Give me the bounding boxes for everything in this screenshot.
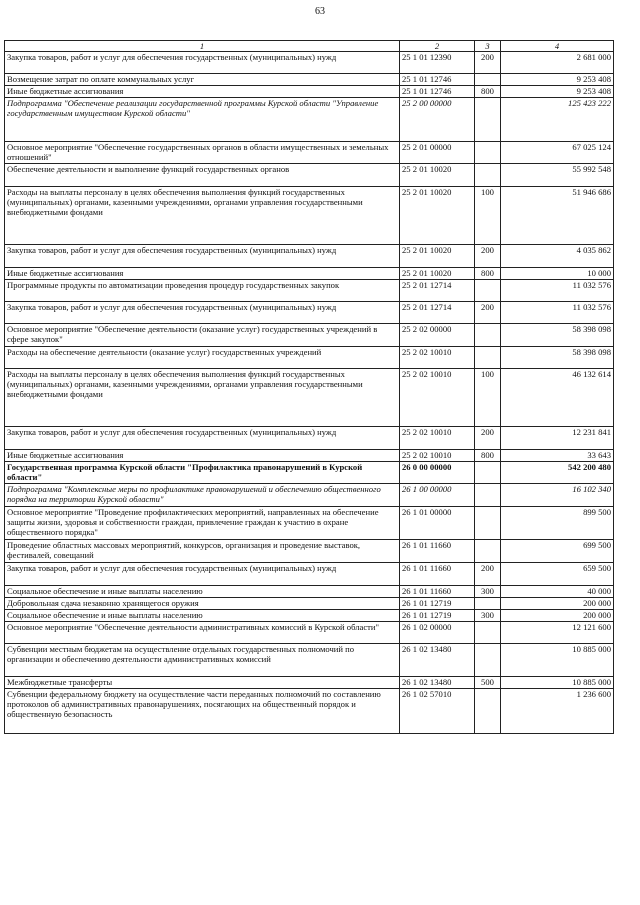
cell-sum: 40 000 (501, 586, 614, 598)
cell-vr (475, 347, 501, 369)
table-row (5, 610, 614, 622)
table-row (5, 507, 614, 540)
cell-name: Закупка товаров, работ и услуг для обеспечения государственных (муниципальных) нужд (5, 427, 400, 450)
cell-name: Расходы на обеспечение деятельности (оказание услуг) государственных учреждений (5, 347, 400, 369)
cell-vr: 800 (475, 86, 501, 98)
cell-name: Межбюджетные трансферты (5, 677, 400, 689)
cell-code: 25 2 01 10020 (400, 245, 475, 268)
cell-vr (475, 644, 501, 677)
header-col-code: 2 (400, 41, 475, 52)
table-row (5, 484, 614, 507)
table-row (5, 98, 614, 142)
cell-sum: 58 398 098 (501, 347, 614, 369)
cell-name: Основное мероприятие "Проведение профилактических мероприятий, направленных на обеспечение защиты жизни, здоровья и собственности граждан, привлечение граждан к участию в охране общественного порядка" (5, 507, 400, 540)
table-row (5, 540, 614, 563)
cell-code: 26 1 01 00000 (400, 507, 475, 540)
cell-name: Расходы на выплаты персоналу в целях обеспечения выполнения функций государственных (муниципальных) органами, казенными учреждениями, органами управления государственными внебюджетными фондами (5, 369, 400, 427)
cell-sum: 9 253 408 (501, 74, 614, 86)
table-row (5, 302, 614, 324)
page-number: 63 (315, 6, 325, 17)
cell-name: Закупка товаров, работ и услуг для обеспечения государственных (муниципальных) нужд (5, 302, 400, 324)
table-header-row (5, 41, 614, 52)
cell-code: 25 2 00 00000 (400, 98, 475, 142)
cell-name: Основное мероприятие "Обеспечение деятельности (оказание услуг) государственных учреждений в сфере закупок" (5, 324, 400, 347)
cell-sum: 1 236 600 (501, 689, 614, 734)
cell-vr: 300 (475, 586, 501, 598)
table-row (5, 245, 614, 268)
cell-vr: 100 (475, 369, 501, 427)
header-col-sum: 4 (501, 41, 614, 52)
cell-sum: 699 500 (501, 540, 614, 563)
cell-code: 26 1 01 11660 (400, 586, 475, 598)
table-row (5, 563, 614, 586)
cell-name: Подпрограмма "Обеспечение реализации государственной программы Курской области "Управление государственным имуществом Курской области" (5, 98, 400, 142)
cell-sum: 125 423 222 (501, 98, 614, 142)
cell-code: 25 1 01 12746 (400, 74, 475, 86)
cell-code: 26 1 02 00000 (400, 622, 475, 644)
cell-name: Социальное обеспечение и иные выплаты населению (5, 610, 400, 622)
table-row (5, 427, 614, 450)
table-row (5, 622, 614, 644)
cell-name: Социальное обеспечение и иные выплаты населению (5, 586, 400, 598)
cell-sum: 10 885 000 (501, 677, 614, 689)
table-row (5, 369, 614, 427)
cell-code: 26 1 01 12719 (400, 610, 475, 622)
cell-vr: 800 (475, 450, 501, 462)
cell-sum: 33 643 (501, 450, 614, 462)
cell-code: 26 1 02 13480 (400, 677, 475, 689)
cell-sum: 659 500 (501, 563, 614, 586)
header-col-name: 1 (5, 41, 400, 52)
cell-code: 25 2 02 10010 (400, 369, 475, 427)
cell-code: 25 2 01 12714 (400, 280, 475, 302)
cell-name: Закупка товаров, работ и услуг для обеспечения государственных (муниципальных) нужд (5, 52, 400, 74)
table-row (5, 52, 614, 74)
cell-sum: 10 000 (501, 268, 614, 280)
cell-code: 25 1 01 12746 (400, 86, 475, 98)
cell-sum: 58 398 098 (501, 324, 614, 347)
cell-sum: 10 885 000 (501, 644, 614, 677)
cell-code: 26 1 02 57010 (400, 689, 475, 734)
cell-vr (475, 689, 501, 734)
cell-vr: 100 (475, 187, 501, 245)
cell-code: 25 2 02 10010 (400, 427, 475, 450)
cell-name: Обеспечение деятельности и выполнение функций государственных органов (5, 164, 400, 187)
cell-name: Возмещение затрат по оплате коммунальных услуг (5, 74, 400, 86)
cell-vr (475, 280, 501, 302)
cell-code: 26 1 01 12719 (400, 598, 475, 610)
cell-name: Иные бюджетные ассигнования (5, 86, 400, 98)
cell-sum: 200 000 (501, 598, 614, 610)
cell-sum: 12 121 600 (501, 622, 614, 644)
cell-sum: 2 681 000 (501, 52, 614, 74)
cell-code: 25 2 01 10020 (400, 187, 475, 245)
cell-vr (475, 142, 501, 164)
table-row (5, 689, 614, 734)
table-row (5, 644, 614, 677)
cell-name: Подпрограмма "Комплексные меры по профилактике правонарушений и обеспечению общественного порядка на территории Курской области" (5, 484, 400, 507)
cell-vr: 200 (475, 302, 501, 324)
cell-vr: 800 (475, 268, 501, 280)
cell-sum: 67 025 124 (501, 142, 614, 164)
table-row (5, 268, 614, 280)
table-row (5, 586, 614, 598)
table-row (5, 187, 614, 245)
cell-vr (475, 98, 501, 142)
budget-table (4, 40, 614, 734)
cell-name: Программные продукты по автоматизации проведения процедур государственных закупок (5, 280, 400, 302)
header-col-vr: 3 (475, 41, 501, 52)
cell-name: Основное мероприятие "Обеспечение деятельности административных комиссий в Курской области" (5, 622, 400, 644)
table-row (5, 324, 614, 347)
table-row (5, 280, 614, 302)
cell-sum: 16 102 340 (501, 484, 614, 507)
cell-code: 25 2 01 00000 (400, 142, 475, 164)
cell-name: Расходы на выплаты персоналу в целях обеспечения выполнения функций государственных (муниципальных) органами, казенными учреждениями, органами управления государственными внебюджетными фондами (5, 187, 400, 245)
cell-sum: 200 000 (501, 610, 614, 622)
cell-name: Иные бюджетные ассигнования (5, 268, 400, 280)
cell-code: 25 2 01 12714 (400, 302, 475, 324)
cell-sum: 46 132 614 (501, 369, 614, 427)
cell-code: 26 1 02 13480 (400, 644, 475, 677)
table-row (5, 142, 614, 164)
cell-vr: 200 (475, 427, 501, 450)
cell-vr: 200 (475, 563, 501, 586)
cell-vr (475, 598, 501, 610)
cell-vr: 500 (475, 677, 501, 689)
cell-code: 26 0 00 00000 (400, 462, 475, 484)
cell-sum: 899 500 (501, 507, 614, 540)
table-row (5, 462, 614, 484)
cell-vr (475, 324, 501, 347)
cell-vr: 200 (475, 245, 501, 268)
cell-name: Закупка товаров, работ и услуг для обеспечения государственных (муниципальных) нужд (5, 245, 400, 268)
cell-code: 26 1 00 00000 (400, 484, 475, 507)
cell-code: 25 2 01 10020 (400, 268, 475, 280)
table-row (5, 347, 614, 369)
table-row (5, 598, 614, 610)
cell-code: 26 1 01 11660 (400, 563, 475, 586)
cell-sum: 11 032 576 (501, 280, 614, 302)
cell-vr (475, 540, 501, 563)
cell-vr (475, 164, 501, 187)
cell-sum: 4 035 862 (501, 245, 614, 268)
cell-vr (475, 507, 501, 540)
cell-vr: 300 (475, 610, 501, 622)
cell-code: 25 2 02 10010 (400, 347, 475, 369)
cell-name: Закупка товаров, работ и услуг для обеспечения государственных (муниципальных) нужд (5, 563, 400, 586)
cell-code: 25 2 01 10020 (400, 164, 475, 187)
table-row (5, 450, 614, 462)
table-row (5, 74, 614, 86)
cell-sum: 9 253 408 (501, 86, 614, 98)
cell-sum: 12 231 841 (501, 427, 614, 450)
cell-name: Государственная программа Курской области "Профилактика правонарушений в Курской области" (5, 462, 400, 484)
cell-name: Основное мероприятие "Обеспечение государственных органов в области имущественных и земельных отношений" (5, 142, 400, 164)
cell-name: Проведение областных массовых мероприятий, конкурсов, организация и проведение выставок, фестивалей, совещаний (5, 540, 400, 563)
cell-vr: 200 (475, 52, 501, 74)
cell-name: Добровольная сдача незаконно хранящегося оружия (5, 598, 400, 610)
cell-vr (475, 622, 501, 644)
cell-vr (475, 74, 501, 86)
cell-code: 25 1 01 12390 (400, 52, 475, 74)
cell-name: Субвенции федеральному бюджету на осуществление части переданных полномочий по составлению протоколов об административных правонарушениях, посягающих на общественный порядок и общественную безопасность (5, 689, 400, 734)
cell-code: 25 2 02 10010 (400, 450, 475, 462)
cell-vr (475, 484, 501, 507)
cell-vr (475, 462, 501, 484)
table-row (5, 86, 614, 98)
cell-sum: 55 992 548 (501, 164, 614, 187)
cell-code: 26 1 01 11660 (400, 540, 475, 563)
cell-name: Субвенции местным бюджетам на осуществление отдельных государственных полномочий по организации и обеспечению деятельности административных комиссий (5, 644, 400, 677)
cell-sum: 11 032 576 (501, 302, 614, 324)
table-row (5, 677, 614, 689)
table-row (5, 164, 614, 187)
cell-name: Иные бюджетные ассигнования (5, 450, 400, 462)
cell-sum: 51 946 686 (501, 187, 614, 245)
cell-code: 25 2 02 00000 (400, 324, 475, 347)
cell-sum: 542 200 480 (501, 462, 614, 484)
